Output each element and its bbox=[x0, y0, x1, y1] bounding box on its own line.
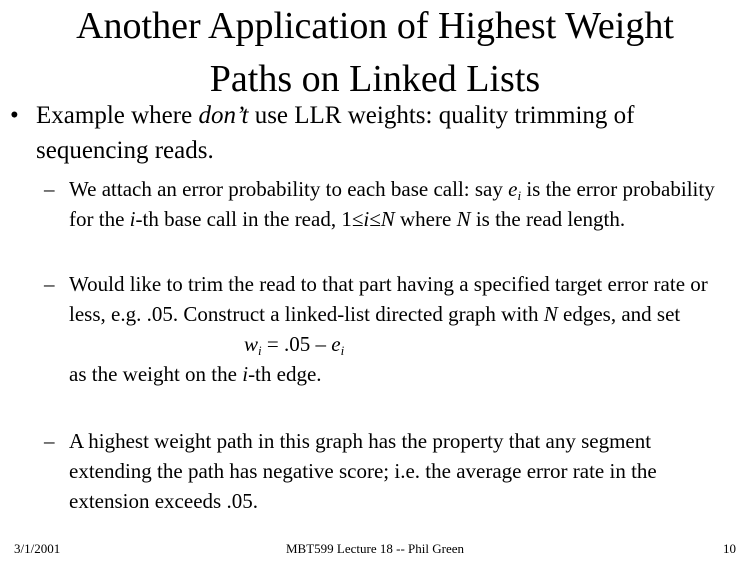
sub1-var-n: N bbox=[380, 207, 395, 231]
sub2-text-b: edges, and set bbox=[557, 302, 681, 326]
sub1-text-e: is the read length. bbox=[470, 207, 626, 231]
dash-1: – bbox=[44, 177, 55, 201]
sub1-text-c: -th base call in the read, 1 bbox=[135, 207, 352, 231]
footer-page-number: 10 bbox=[723, 541, 736, 556]
sub1-var-i2: i bbox=[363, 207, 370, 231]
sub2-var-i: i bbox=[242, 362, 249, 386]
sub1-le2: ≤ bbox=[369, 207, 381, 231]
sub1-text-d: where bbox=[394, 207, 457, 231]
sub1-text-b: is the error probability for the bbox=[69, 177, 715, 231]
sub1-le: ≤ bbox=[351, 207, 364, 231]
sub1-var-e: e bbox=[508, 177, 518, 201]
sub1-text-a: We attach an error probability to each base call: say bbox=[69, 177, 509, 201]
sub2-text-c: as the weight on the bbox=[69, 362, 243, 386]
sub-bullet-3 bbox=[44, 426, 734, 516]
dash-3: – bbox=[44, 429, 55, 453]
sub1-var-i: i bbox=[129, 207, 136, 231]
sub-bullet-2 bbox=[44, 269, 734, 389]
sub2-var-n: N bbox=[543, 302, 558, 326]
eq-sub1: i bbox=[258, 342, 262, 358]
bullet-symbol: • bbox=[10, 102, 19, 129]
main-bullet bbox=[10, 98, 745, 168]
dash-2: – bbox=[44, 272, 55, 296]
sub-bullet-1 bbox=[44, 174, 734, 234]
eq-mid: = .05 – bbox=[261, 332, 332, 356]
sub3-text: A highest weight path in this graph has the property that any segment extending the path has negative score; i.e. the average error rate in the extension exceeds .05. bbox=[69, 429, 657, 513]
sub1-sub-i: i bbox=[517, 187, 522, 203]
weight-equation bbox=[69, 329, 734, 359]
sub2-text-a: Would like to trim the read to that part having a specified target error rate or less, e.g. .05. Construct a linked-list directed graph with bbox=[69, 272, 708, 326]
slide-title-line1: Another Application of Highest Weight bbox=[76, 5, 674, 47]
slide-title bbox=[0, 0, 750, 106]
footer-course: MBT599 Lecture 18 -- Phil Green bbox=[286, 541, 464, 556]
eq-sub2: i bbox=[340, 342, 345, 358]
footer-date: 3/1/2001 bbox=[14, 541, 61, 556]
eq-e: e bbox=[331, 332, 341, 356]
bullet-text-end: use LLR weights: quality trimming of sequencing reads. bbox=[36, 102, 635, 164]
eq-w: w bbox=[244, 332, 259, 356]
sub1-var-n2: N bbox=[456, 207, 471, 231]
sub2-text-d: -th edge. bbox=[248, 362, 322, 386]
bullet-emphasis: don’t bbox=[198, 102, 249, 129]
slide-title-line2: Paths on Linked Lists bbox=[209, 58, 541, 100]
bullet-text-start: Example where bbox=[36, 102, 199, 129]
